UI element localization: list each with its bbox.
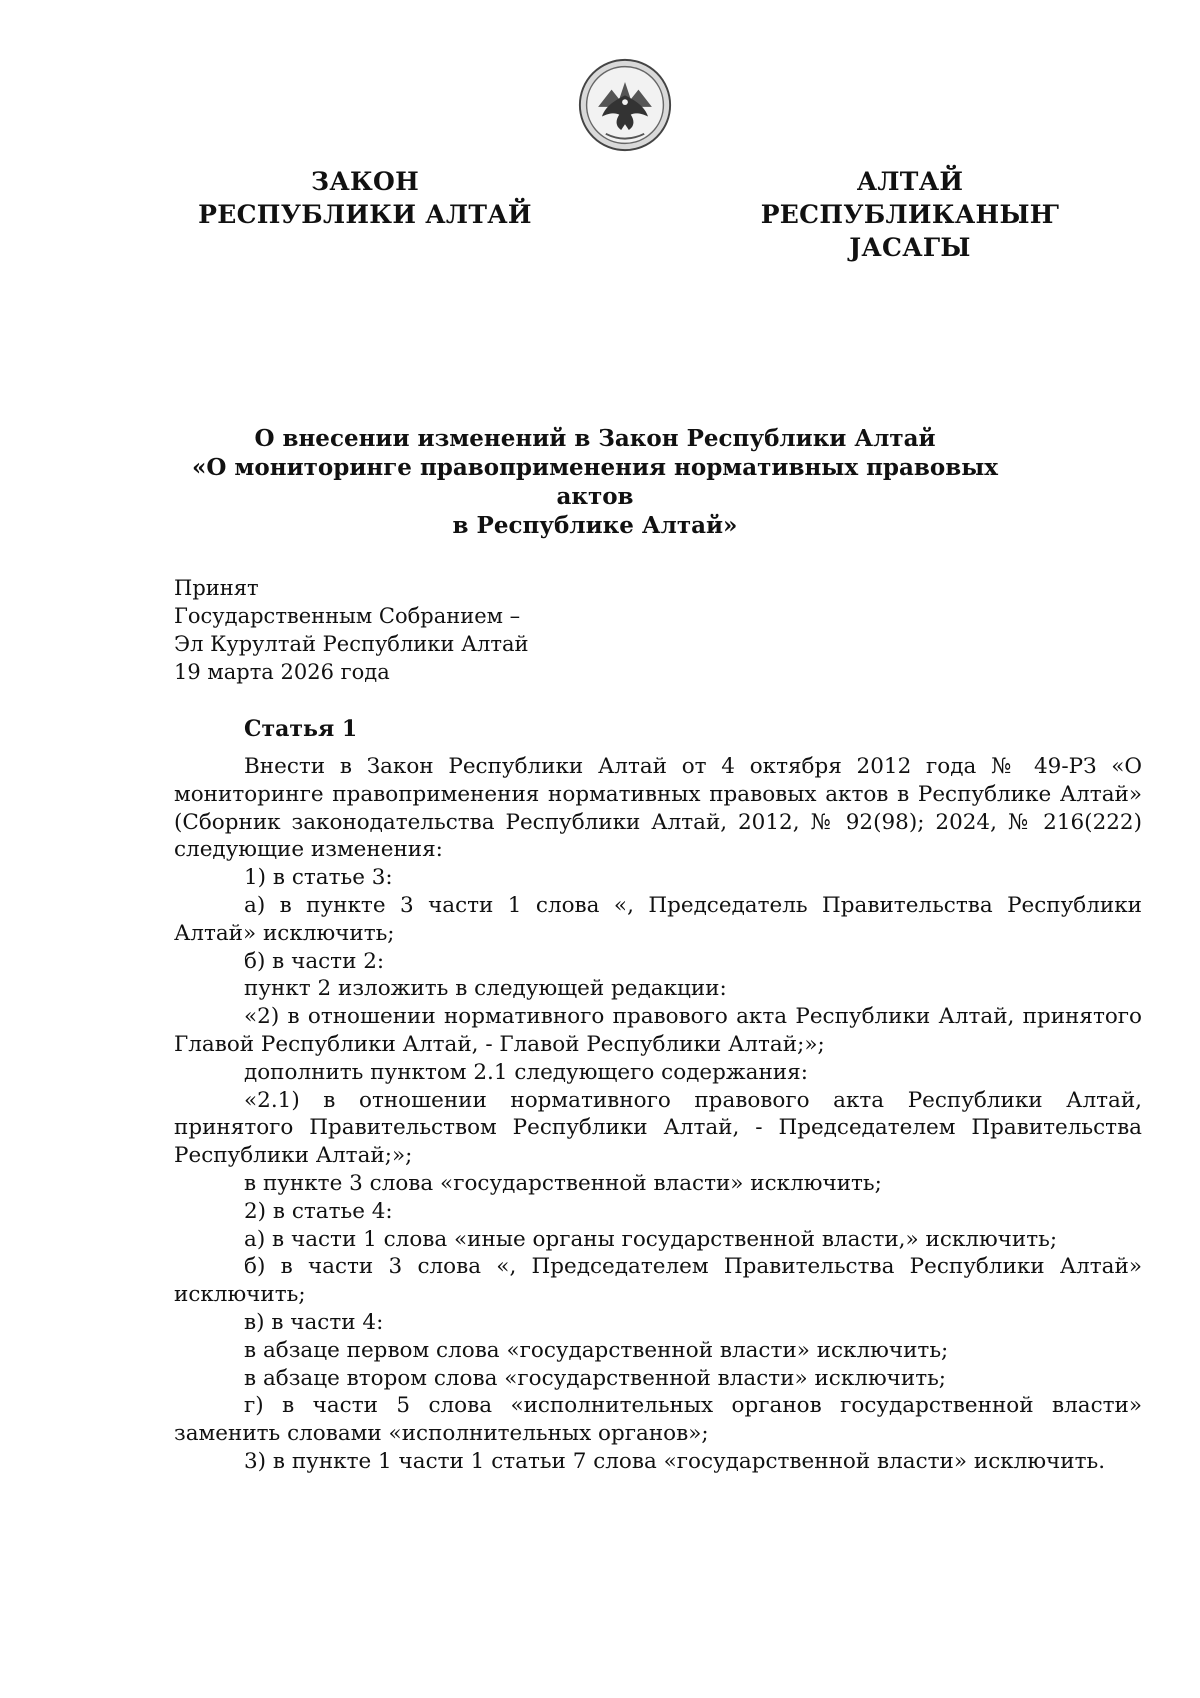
- title-line-2: «О мониторинге правоприменения нормативных правовых актов: [192, 454, 998, 510]
- article-heading: Статья 1: [244, 716, 358, 742]
- article-paragraph: в) в части 4:: [244, 1309, 384, 1335]
- adoption-date: 19 марта 2026 года: [174, 660, 390, 684]
- article-paragraph: 3) в пункте 1 части 1 статьи 7 слова «государственной власти» исключить.: [244, 1448, 1106, 1474]
- adoption-line-1: Принят: [174, 576, 259, 600]
- article-paragraph: Внести в Закон Республики Алтай от 4 октября 2012 года № 49-РЗ «О мониторинге правоприменения нормативных правовых актов в Республике Алтай» (Сборник законодательства Республики Алтай, 2012, № 92(98); 2024, № 216(222) следующие изменения:: [174, 754, 1142, 863]
- title-line-3: в Республике Алтай»: [452, 512, 738, 539]
- article-paragraph: 1) в статье 3:: [244, 865, 393, 891]
- article-paragraph: «2) в отношении нормативного правового акта Республики Алтай, принятого Главой Республики Алтай, - Главой Республики Алтай;»;: [174, 1004, 1142, 1057]
- article-paragraph: в абзаце первом слова «государственной власти» исключить;: [244, 1337, 949, 1363]
- article-paragraph: в пункте 3 слова «государственной власти» исключить;: [244, 1170, 882, 1196]
- header-left-line-2: РЕСПУБЛИКИ АЛТАЙ: [198, 200, 532, 229]
- header-left-line-1: ЗАКОН: [310, 167, 420, 196]
- header-right-line-1: АЛТАЙ РЕСПУБЛИКАНЫҤ: [760, 167, 1060, 229]
- article-paragraph: пункт 2 изложить в следующей редакции:: [244, 976, 727, 1002]
- document-title: [190, 424, 1000, 540]
- article-paragraph: 2) в статье 4:: [244, 1198, 393, 1224]
- adoption-block: [174, 574, 528, 686]
- article-paragraph: а) в части 1 слова «иные органы государственной власти,» исключить;: [244, 1226, 1058, 1252]
- article-paragraph: дополнить пунктом 2.1 следующего содержания:: [244, 1059, 808, 1085]
- article-body: [174, 753, 1142, 1476]
- adoption-line-2: Государственным Собранием –: [174, 604, 521, 628]
- coat-of-arms-emblem-icon: [577, 57, 673, 153]
- law-header-russian: [195, 165, 535, 231]
- article-paragraph: «2.1) в отношении нормативного правового акта Республики Алтай, принятого Правительством Республики Алтай, - Председателем Правительства Республики Алтай;»;: [174, 1087, 1142, 1169]
- title-line-1: О внесении изменений в Закон Республики Алтай: [254, 425, 936, 452]
- header-right-line-2: ЈАСАГЫ: [849, 233, 971, 262]
- article-paragraph: г) в части 5 слова «исполнительных органов государственной власти» заменить словами «исполнительных органов»;: [174, 1393, 1142, 1447]
- law-header-altai: [710, 165, 1110, 264]
- article-paragraph: а) в пункте 3 части 1 слова «, Председатель Правительства Республики Алтай» исключить;: [174, 892, 1142, 946]
- adoption-line-3: Эл Курултай Республики Алтай: [174, 632, 529, 656]
- article-paragraph: б) в части 2:: [244, 948, 385, 974]
- article-paragraph: в абзаце втором слова «государственной власти» исключить;: [244, 1365, 947, 1391]
- article-paragraph: б) в части 3 слова «, Председателем Правительства Республики Алтай» исключить;: [174, 1254, 1142, 1308]
